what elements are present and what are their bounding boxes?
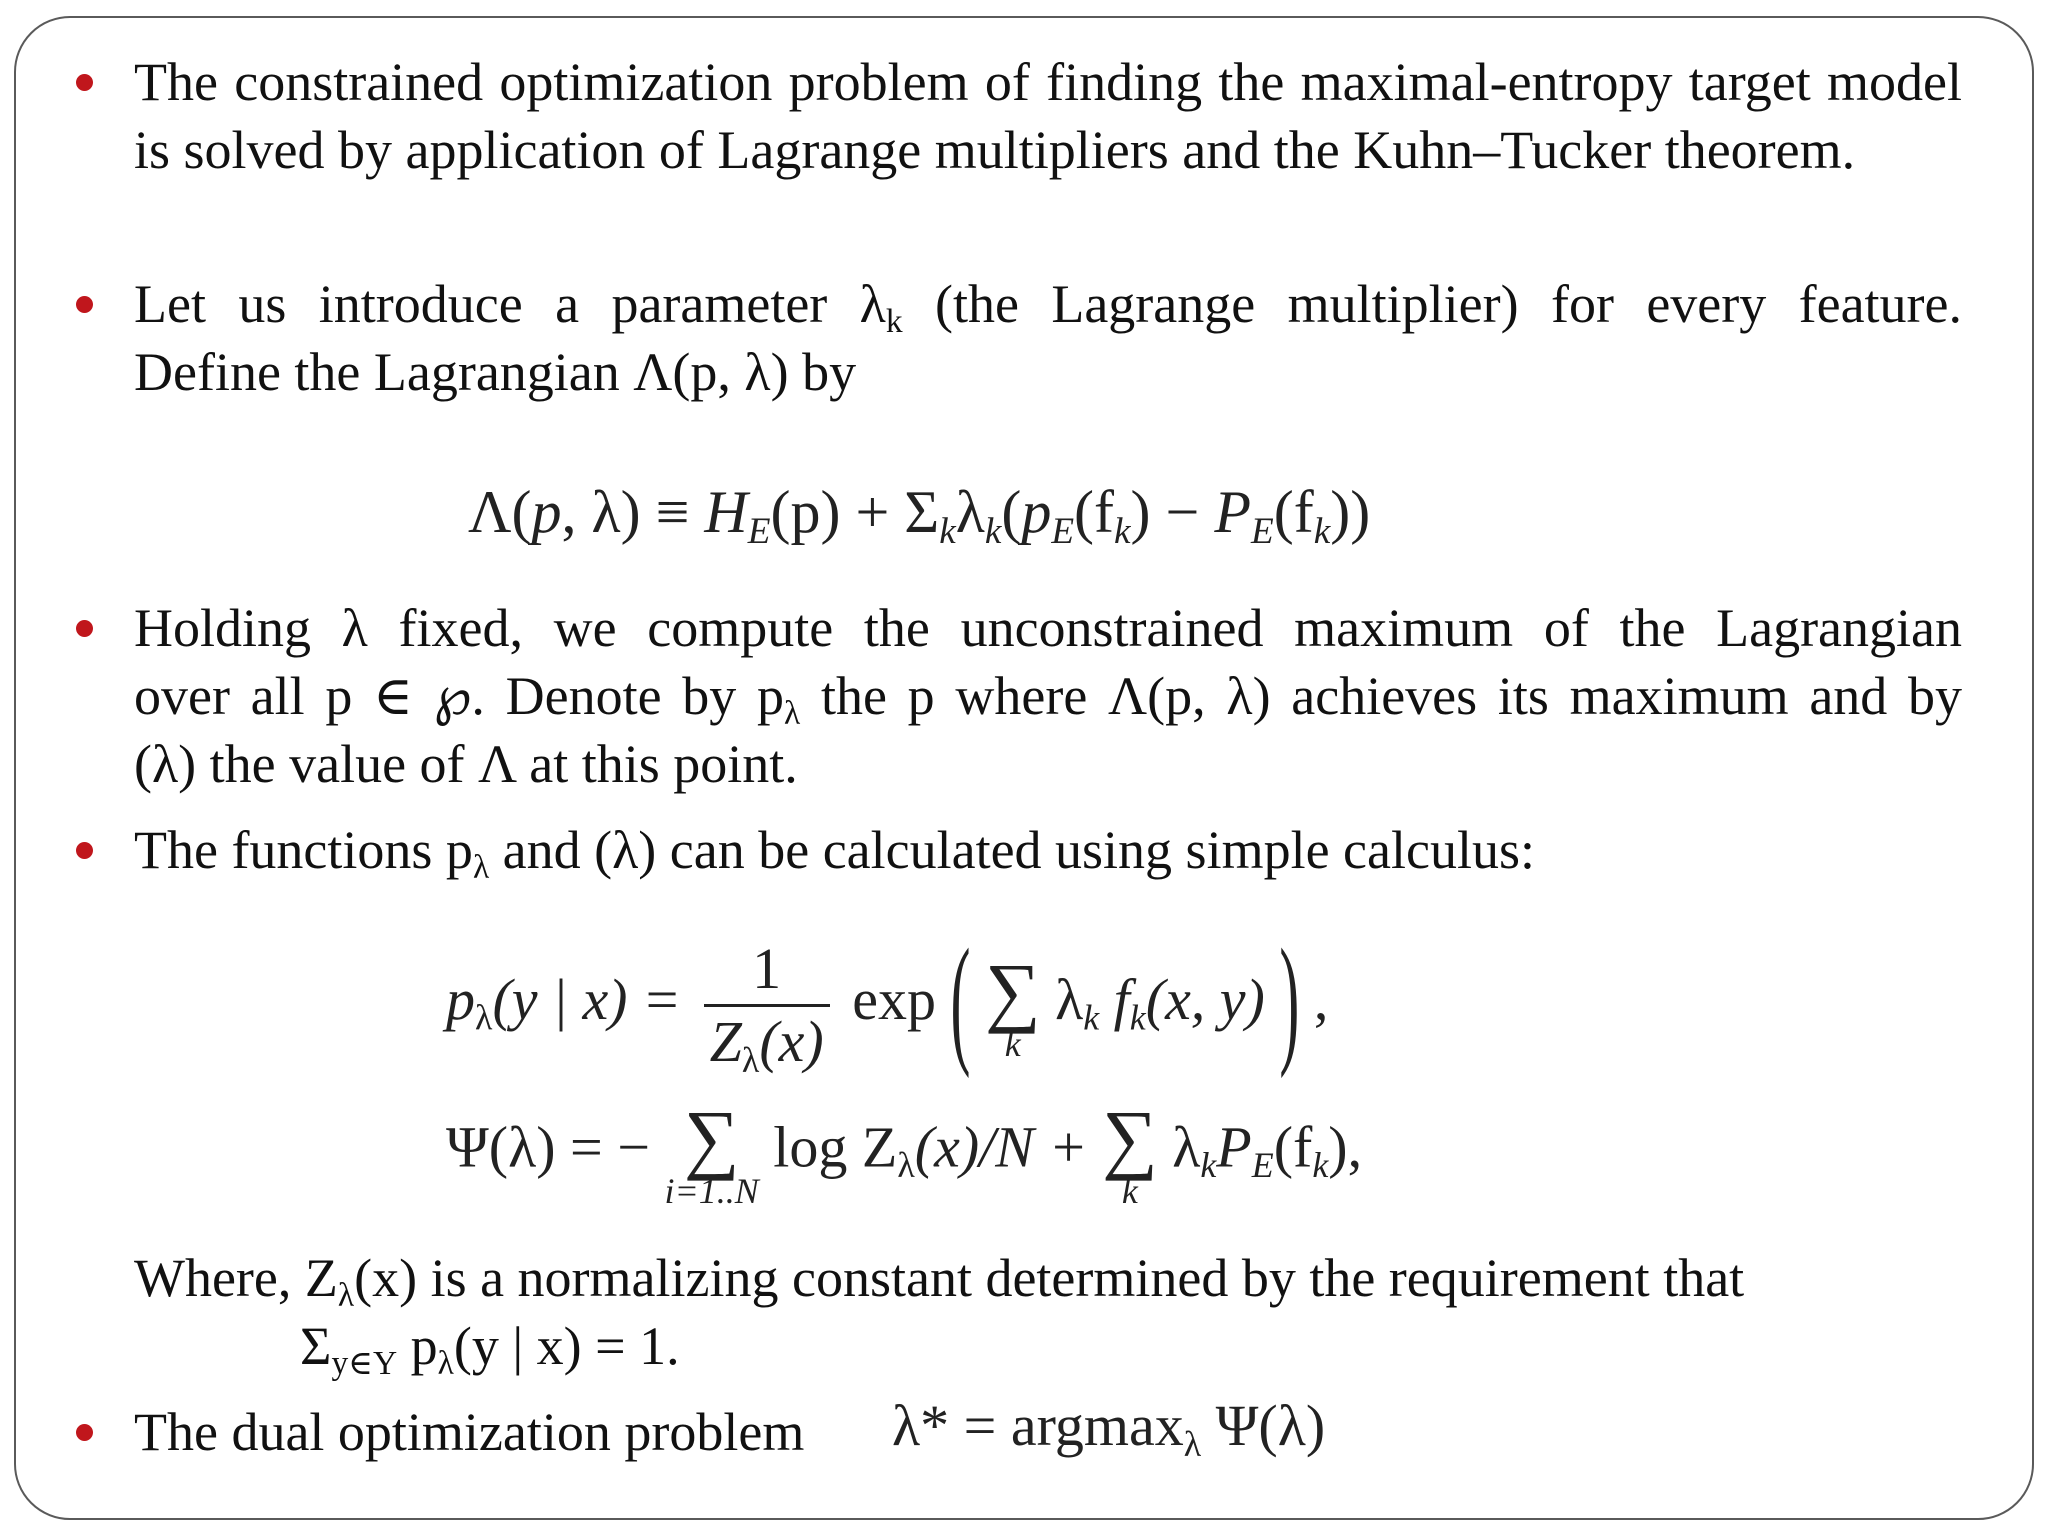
p-lambda-equation: $p_\lambda(y$ | x) = $\frac{1}{Z_\lambda(x)}$ exp ( ∑ k $\lambda_k$ $f_k(x$, y) ) ,: [446, 934, 1328, 1077]
bullet-marker-5: [76, 1424, 93, 1441]
normalizer-fraction: $\frac{1}{Z_\lambda(x)}$: [704, 934, 830, 1077]
bullet-2-text: [134, 270, 1962, 406]
bullet-3-line-1: Holding λ fixed, we compute the unconstrained maximum of the Lagrangian: [134, 598, 1962, 658]
bullet-3-line-2: over all p ∈ ℘. Denote by $p_\lambda$ the p where Λ(p, λ) achieves its maximum and by: [134, 666, 1963, 733]
lagrangian-equation: Λ(p, $\lambda) \equiv H_E(p) + \Sigma_k\lambda_k(p_E(f_k) - P_E(f_k))$: [468, 479, 1371, 553]
dual-equation: λ* = argmax$_\lambda$ Ψ(λ): [892, 1393, 1326, 1464]
bullet-5-text: The dual optimization problem: [134, 1402, 805, 1462]
sum-over-k: ∑ k: [984, 946, 1041, 1064]
bullet-2-line-1: Let us introduce a parameter $\lambda_k$ (the Lagrange multiplier) for every feature.: [134, 274, 1963, 341]
left-big-paren: (: [950, 920, 971, 1079]
bullet-1-text: The constrained optimization problem of finding the maximal-entropy target model is solved by application of Lagrange multipliers and the Kuhn–Tucker theorem.: [134, 52, 1962, 180]
bullet-marker-1: [76, 74, 93, 91]
bullet-3-line-3: (λ) the value of Λ at this point.: [134, 734, 798, 794]
where-line-2: $\Sigma_{y\in Y}$ $p_\lambda(y$ | x) = 1.: [300, 1316, 680, 1383]
bullet-3-text: [134, 594, 1962, 798]
bullet-marker-3: [76, 620, 93, 637]
sum-over-k-2: ∑ k: [1102, 1094, 1158, 1211]
bullet-4-text: The functions $p_\lambda$ and (λ) can be calculated using simple calculus:: [134, 820, 1535, 887]
right-big-paren: ): [1279, 920, 1300, 1079]
bullet-2-line-2: Define the Lagrangian Λ(p, λ) by: [134, 342, 857, 402]
bullet-marker-4: [76, 842, 93, 859]
where-line-1: Where, $Z_\lambda(x)$ is a normalizing constant determined by the requirement that: [134, 1248, 1745, 1315]
bullet-marker-2: [76, 296, 93, 313]
psi-equation: Ψ(λ) = − ∑ i=1..N $\log Z_\lambda(x)/N$ + ∑ k $\lambda_kP_E(f_k)$,: [446, 1094, 1363, 1211]
sum-over-i: ∑ i=1..N: [664, 1094, 759, 1211]
